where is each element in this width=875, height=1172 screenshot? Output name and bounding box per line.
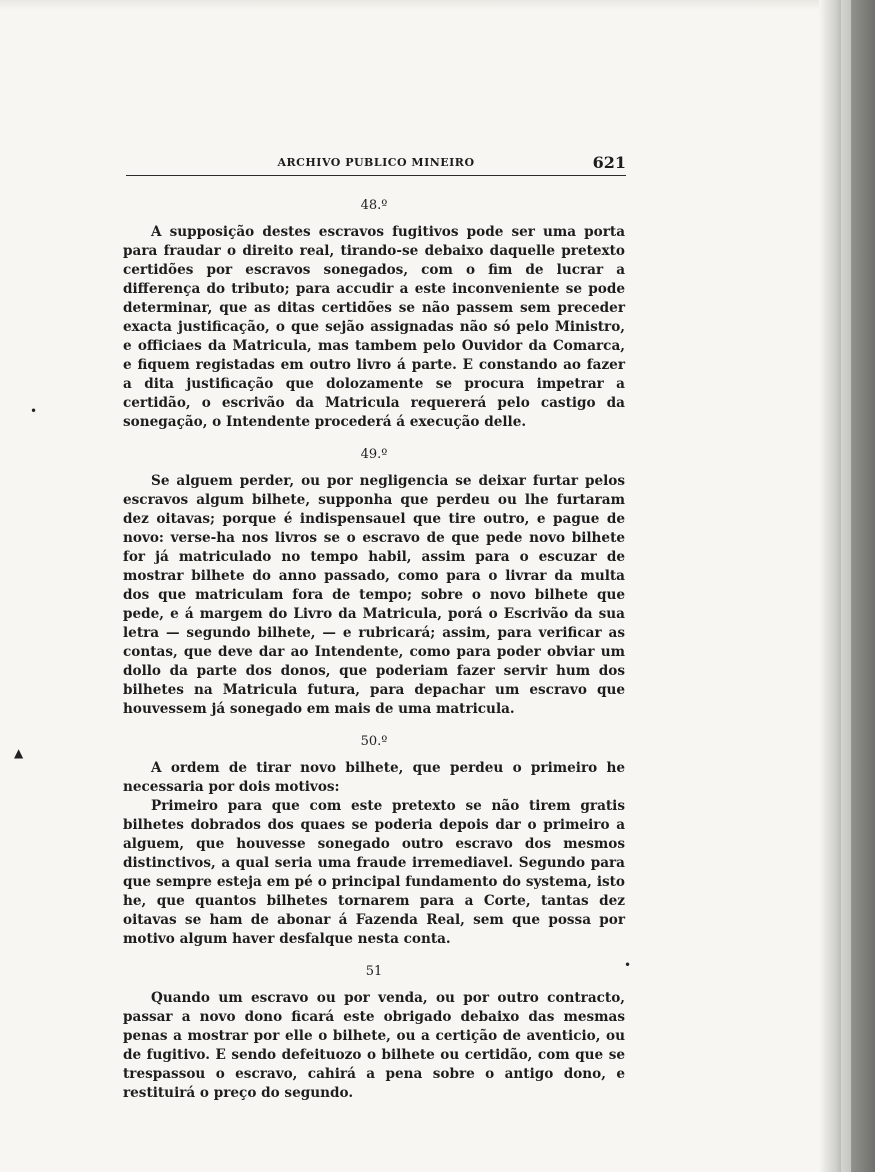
page-number: 621 [592, 153, 626, 172]
paragraph: Se alguem perder, ou por negligencia se deixar furtar pelos escravos algum bilhete, supponha que perdeu ou lhe furtaram dez oitavas; porque é indispensauel que tire outro, e pague de novo: verse-ha nos livros se o escravo de que pede novo bilhete for já matriculado no tempo habil, assim para o escuzar de mostrar bilhete do anno passado, como para o livrar da multa dos que matriculam fora de tempo; sobre o novo bilhete que pede, e á margem do Livro da Matricula, porá o Escrivão da sua letra — segundo bilhete, — e rubricará; assim, para verificar as contas, que deve dar ao Intendente, como para poder obviar um dollo da parte dos donos, que poderiam fazer servir hum dos bilhetes na Matricula futura, para depachar um escravo que houvessem já sonegado em mais de uma matricula. [123, 473, 625, 717]
running-header [126, 153, 626, 175]
section-number: 51 [365, 964, 383, 979]
margin-dot: • [624, 958, 632, 972]
margin-arrow-mark: ▲ [14, 746, 24, 760]
paragraph: Primeiro para que com este pretexto se não tirem gratis bilhetes dobrados dos quaes se poderia depois dar o primeiro a alguem, que houvesse sonegado outro escravo dos mesmos distinctivos, a qual seria uma fraude irremediavel. Segundo para que sempre esteja em pé o principal fundamento do systema, isto he, que quantos bilhetes tornarem para a Corte, tantas dez oitavas se ham de abonar á Fazenda Real, sem que possa por motivo algum haver desfalque nesta conta. [123, 798, 625, 947]
section-50 [123, 732, 625, 949]
header-title: ARCHIVO PUBLICO MINEIRO [277, 156, 475, 169]
section-number: 48.º [360, 198, 388, 213]
book-gutter-shadow [819, 0, 875, 1172]
section-number: 50.º [360, 734, 388, 749]
section-48 [123, 196, 625, 432]
paragraph: A supposição destes escravos fugitivos pode ser uma porta para fraudar o direito real, tirando-se debaixo daquelle pretexto certidões por escravos sonegados, com o fim de lucrar a differença do tributo; para accudir a este inconveniente se pode determinar, que as ditas certidões se não passem sem preceder exacta justificação, o que sejão assignadas não só pelo Ministro, e officiaes da Matricula, mas tambem pelo Ouvidor da Comarca, e fiquem registadas em outro livro á parte. E constando ao fazer a dita justificação que dolozamente se procura impetrar a certidão, o escrivão da Matricula requererá pelo castigo da sonegação, o Intendente procederá á execução delle. [123, 224, 625, 430]
paragraph: Quando um escravo ou por venda, ou por outro contracto, passar a novo dono ficará este obrigado debaixo das mesmas penas a mostrar por elle o bilhete, ou a certição de aventicio, ou de fugitivo. E sendo defeituozo o bilhete ou certidão, com que se trespassou o escravo, cahirá a pena sobre o antigo dono, e restituirá o preço do segundo. [123, 990, 625, 1101]
paragraph: A ordem de tirar novo bilhete, que perdeu o primeiro he necessaria por dois motivos: [123, 760, 625, 795]
margin-dot: • [30, 404, 38, 418]
header-rule [126, 175, 626, 176]
scan-top-edge [0, 0, 875, 10]
section-49 [123, 445, 625, 719]
document-body [123, 196, 625, 1103]
section-number: 49.º [360, 447, 388, 462]
section-51 [123, 962, 625, 1103]
